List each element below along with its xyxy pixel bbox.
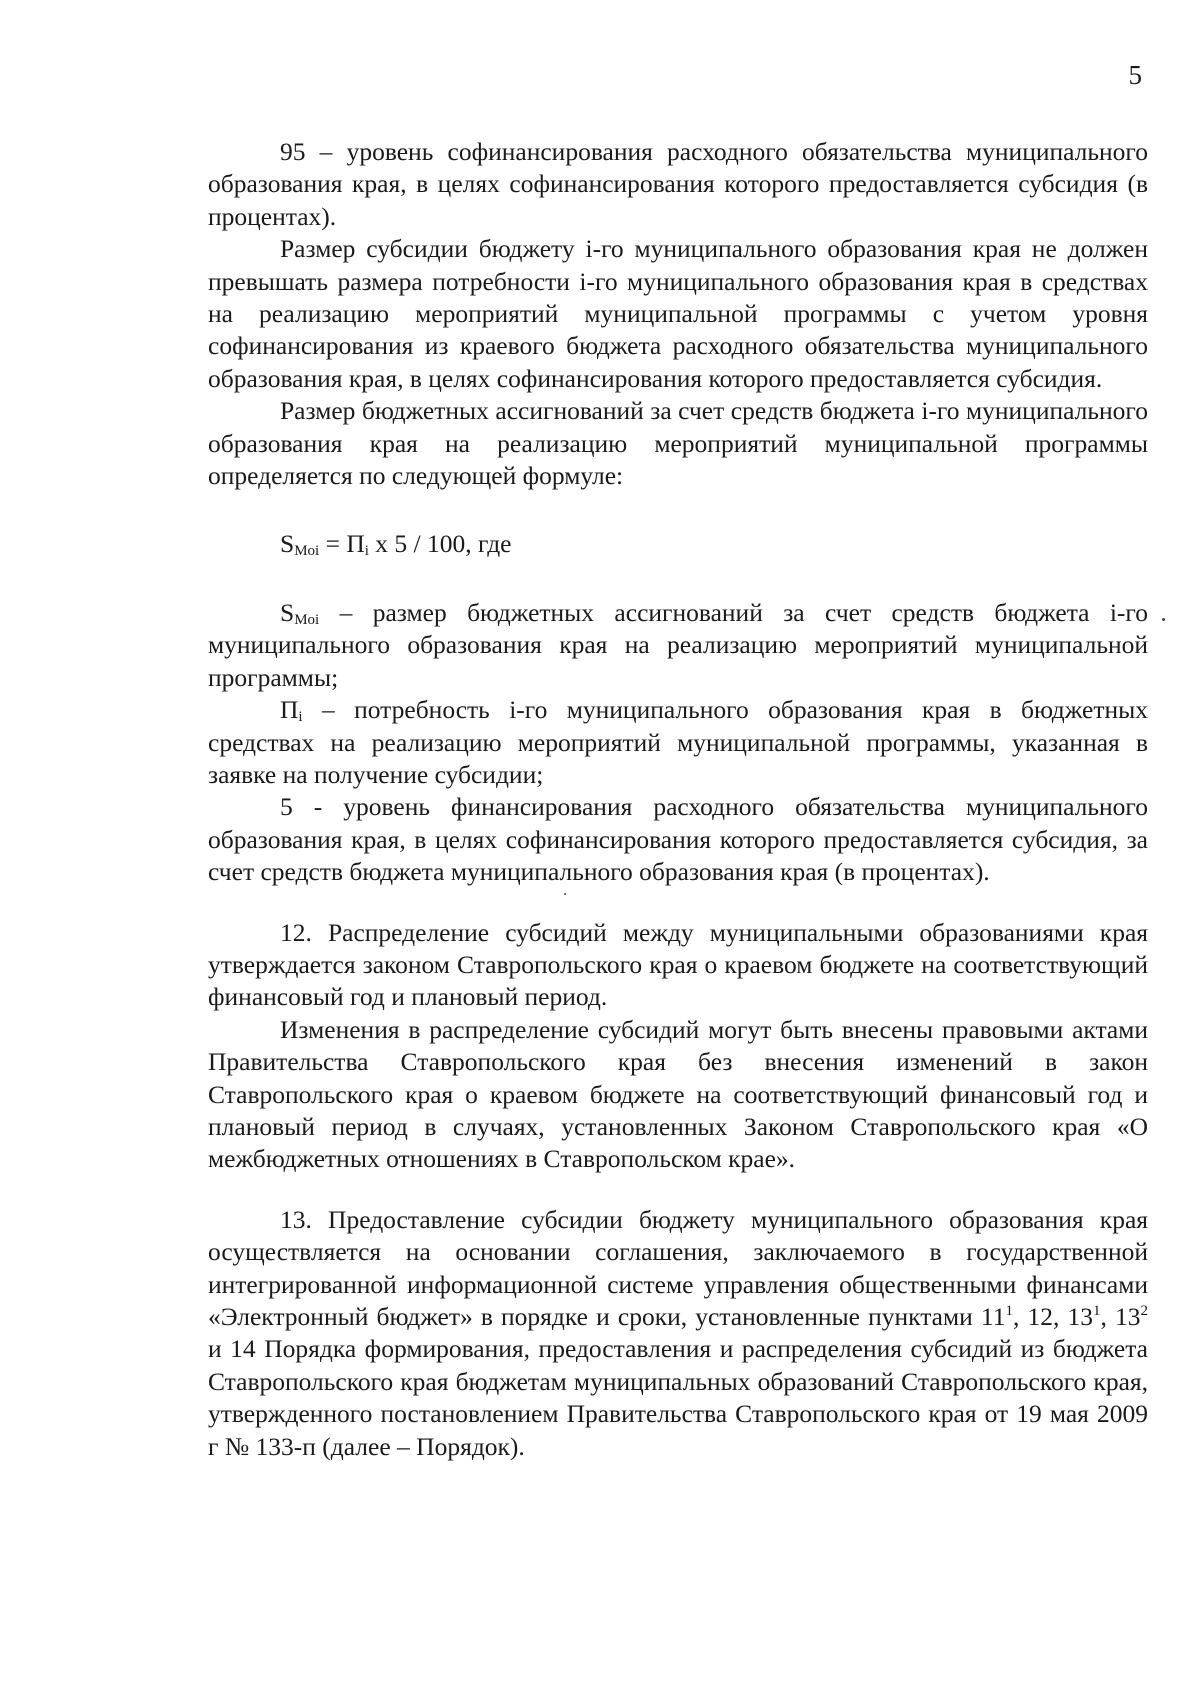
document-body xyxy=(208,136,1148,1463)
paragraph-13-provision xyxy=(208,1204,1148,1463)
paragraph-13-part-b: , 12, 13 xyxy=(1012,1302,1093,1331)
spacer xyxy=(208,561,1148,597)
paragraph-budget-allocations: Размер бюджетных ассигнований за счет средств бюджета i-го муниципального образования края на реализацию мероприятий муниципальной программы определяется по следующей формуле: xyxy=(208,396,1148,491)
definition-s-moi xyxy=(208,597,1148,694)
symbol-s: S xyxy=(280,597,295,627)
scan-speck xyxy=(564,893,566,895)
formula xyxy=(208,528,1148,560)
definition-pi xyxy=(208,694,1148,791)
page-number: 5 xyxy=(1128,60,1142,90)
formula-pi-subscript: i xyxy=(364,543,369,560)
paragraph-12-distribution: 12. Распределение субсидий между муниципальными образованиями края утверждается законом Ставропольского края о краевом бюджете на соответствующий финансовый год и плановый период. xyxy=(208,917,1148,1012)
definition-pi-text: – потребность i-го муниципального образования края в бюджетных средствах на реализацию мероприятий муниципальной программы, указанная в заявке на получение субсидии; xyxy=(208,695,1148,789)
paragraph-subsidy-size: Размер субсидии бюджету i-го муниципального образования края не должен превышать размера потребности i-го муниципального образования края в средствах на реализацию мероприятий муниципальной программы с учетом уровня софинансирования из краевого бюджета расходного обязательства муниципального образования края, в целях софинансирования которого предоставляется субсидия. xyxy=(208,234,1148,393)
symbol-pi-subscript: i xyxy=(298,709,303,726)
paragraph-13-part-c: , 13 xyxy=(1100,1302,1141,1331)
spacer xyxy=(208,492,1148,528)
paragraph-12-changes: Изменения в распределение субсидий могут быть внесены правовыми актами Правительства Ставропольского края без внесения изменений в закон Ставропольского края о краевом бюджете на соответствующий финансовый год и плановый период в случаях, установленных Законом Ставропольского края «О межбюджетных отношениях в Ставропольском крае». xyxy=(208,1014,1148,1174)
symbol-pi: П xyxy=(280,695,299,725)
spacer xyxy=(208,1176,1148,1204)
paragraph-cofinancing-level: 95 – уровень софинансирования расходного обязательства муниципального образования края, в целях софинансирования которого предоставляется субсидия (в процентах). xyxy=(208,137,1148,231)
formula-tail: х 5 / 100, где xyxy=(368,529,512,559)
definition-five: 5 - уровень финансирования расходного обязательства муниципального образования края, в целях софинансирования которого предоставляется субсидия, за счет средств бюджета муниципального образования края (в процентах). xyxy=(208,792,1148,887)
scan-speck xyxy=(1162,618,1165,621)
definition-s-moi-text: – размер бюджетных ассигнований за счет средств бюджета i-го муниципального образования края на реализацию мероприятий муниципальной программы; xyxy=(208,597,1148,692)
formula-s-subscript: Moi xyxy=(294,543,320,560)
symbol-s-subscript: Moi xyxy=(294,611,320,628)
spacer xyxy=(208,889,1148,917)
formula-s: S xyxy=(280,529,295,559)
superscript-3: 2 xyxy=(1140,1303,1149,1319)
paragraph-13-part-a: 13. Предоставление субсидии бюджету муниципального образования края осуществляется на основании соглашения, заключаемого в государственной интегрированной информационной системе управления общественными финансами «Электронный бюджет» в порядке и сроки, установленные пунктами 11 xyxy=(208,1204,1148,1331)
paragraph-13-part-d: и 14 Порядка формирования, предоставления и распределения субсидий из бюджета Ставропольского края бюджетам муниципальных образований Ставропольского края, утвержденного постановлением Правительства Ставропольского края от 19 мая 2009 г № 133-п (далее – Порядок). xyxy=(208,1334,1148,1461)
formula-equals-pi: = П xyxy=(319,529,365,559)
superscript-1: 1 xyxy=(1005,1303,1013,1319)
superscript-2: 1 xyxy=(1093,1303,1101,1319)
